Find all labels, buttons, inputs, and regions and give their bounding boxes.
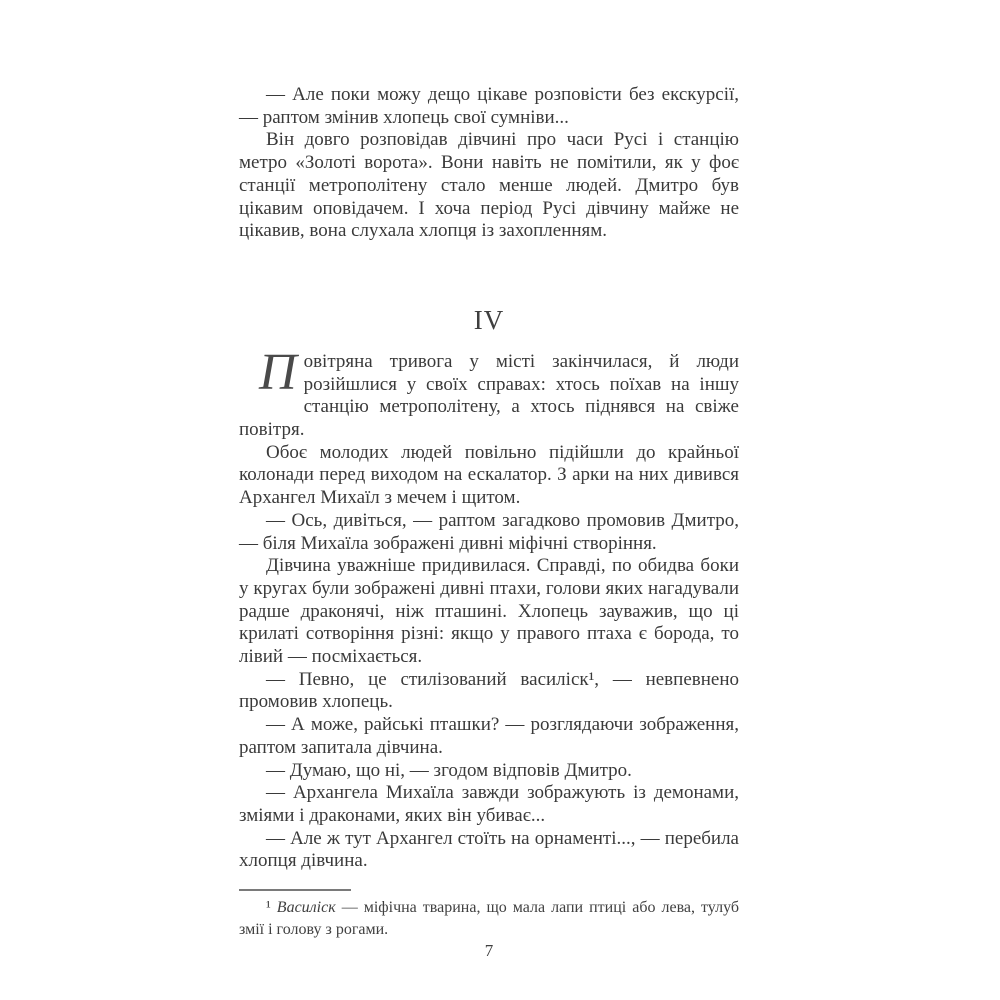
footnote-divider [239, 889, 351, 891]
paragraph: — Певно, це стилізований василіск¹, — невпевнено промовив хлопець. [239, 668, 739, 713]
paragraph: Дівчина уважніше придивилася. Справді, по обидва боки у кругах були зображені дивні птахи, голови яких нагадували радше драконячі, ніж пташині. Хлопець зауважив, що ці крилаті сотворіння різні: якщо у правого птаха є борода, то лівий — посміхається. [239, 555, 739, 668]
paragraph: — Але поки можу дещо цікаве розповісти без екскурсії, — раптом змінив хлопець свої сумніви... [239, 84, 739, 128]
pre-chapter-text [239, 84, 739, 243]
paragraph: — Ось, дивіться, — раптом загадково промовив Дмитро, — біля Михаїла зображені дивні міфічні створіння. [239, 509, 739, 554]
chapter-opening-text: овітряна тривога у місті закінчилася, й люди розійшлися у своїх справах: хтось поїхав на іншу станцію метрополітену, а хтось піднявся на свіже повітря. [239, 350, 739, 441]
footnote-text: — міфічна тварина, що мала лапи птиці або лева, тулуб змії і голову з рогами. [239, 899, 739, 938]
dropcap-letter: П [259, 343, 297, 401]
chapter-opening-paragraph [239, 343, 739, 442]
paragraph: — Але ж тут Архангел стоїть на орнаменті..., — перебила хлопця дівчина. [239, 827, 739, 872]
text-block [239, 84, 739, 963]
footnote-marker: ¹ [266, 899, 271, 917]
paragraph: Обоє молодих людей повільно підійшли до крайньої колонади перед виходом на ескалатор. З арки на них дивився Архангел Михаїл з мечем і щитом. [239, 441, 739, 509]
paragraph: Він довго розповідав дівчині про часи Русі і станцію метро «Золоті ворота». Вони навіть не помітили, як у фоє станції метрополітену стало менше людей. Дмитро був цікавим оповідачем. І хоча період Русі дівчину майже не цікавив, вона слухала хлопця із захопленням. [239, 129, 739, 242]
page-number: 7 [484, 941, 494, 961]
footnote [239, 897, 739, 940]
footnote-term: Василіск [276, 899, 336, 917]
paragraph: — Думаю, що ні, — згодом відповів Дмитро. [266, 759, 632, 781]
chapter-heading: IV [473, 304, 505, 335]
footnote-block [239, 889, 739, 940]
paragraph: — Архангела Михаїла завжди зображують із демонами, зміями і драконами, яких він убиває... [239, 782, 739, 826]
paragraph: — А може, райські пташки? — розглядаючи зображення, раптом запитала дівчина. [239, 714, 739, 758]
chapter-text [239, 442, 739, 873]
